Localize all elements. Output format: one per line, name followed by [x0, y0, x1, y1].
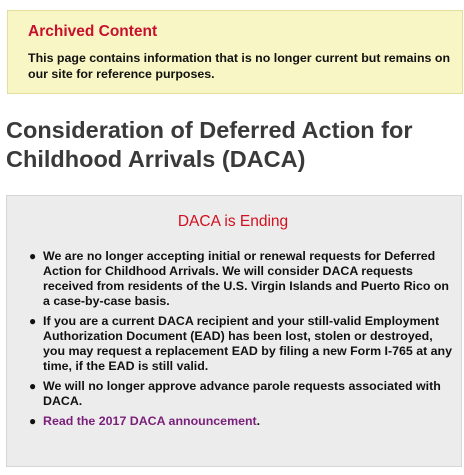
list-item-text: We are no longer accepting initial or renewal requests for Deferred Action for Childhood Arrivals. We will consider DACA requests received from residents of the U.S. Virgin Islands and Puerto Rico on a case-by-case basis. — [43, 249, 449, 308]
notice-list — [19, 249, 453, 429]
list-item — [29, 414, 453, 429]
archived-content-title: Archived Content — [28, 23, 158, 40]
daca-announcement-link[interactable] — [43, 414, 257, 428]
bullet-icon: ● — [29, 249, 37, 263]
list-item-text: We will no longer approve advance parole requests associated with DACA. — [43, 379, 441, 408]
bullet-icon: ● — [29, 414, 37, 428]
bullet-icon: ● — [29, 314, 37, 328]
link-period: . — [256, 414, 261, 428]
list-item — [29, 249, 453, 309]
archived-content-message: This page contains information that is no longer current but remains on our site for reference purposes. — [28, 51, 451, 81]
page-title: Consideration of Deferred Action for Childhood Arrivals (DACA) — [6, 117, 413, 172]
archived-content-banner — [7, 10, 463, 94]
notice-title: DACA is Ending — [177, 213, 289, 230]
list-item — [29, 379, 453, 409]
list-item-text: If you are a current DACA recipient and your still-valid Employment Authorization Document (EAD) has been lost, stolen or destroyed, you may request a replacement EAD by filing a new Form I-765 at any time, if the EAD is still valid. — [43, 314, 453, 373]
daca-announcement-link-text[interactable]: Read the 2017 DACA announcement — [43, 414, 257, 428]
bullet-icon: ● — [29, 379, 37, 393]
list-item — [29, 314, 453, 374]
daca-ending-notice — [6, 195, 462, 467]
